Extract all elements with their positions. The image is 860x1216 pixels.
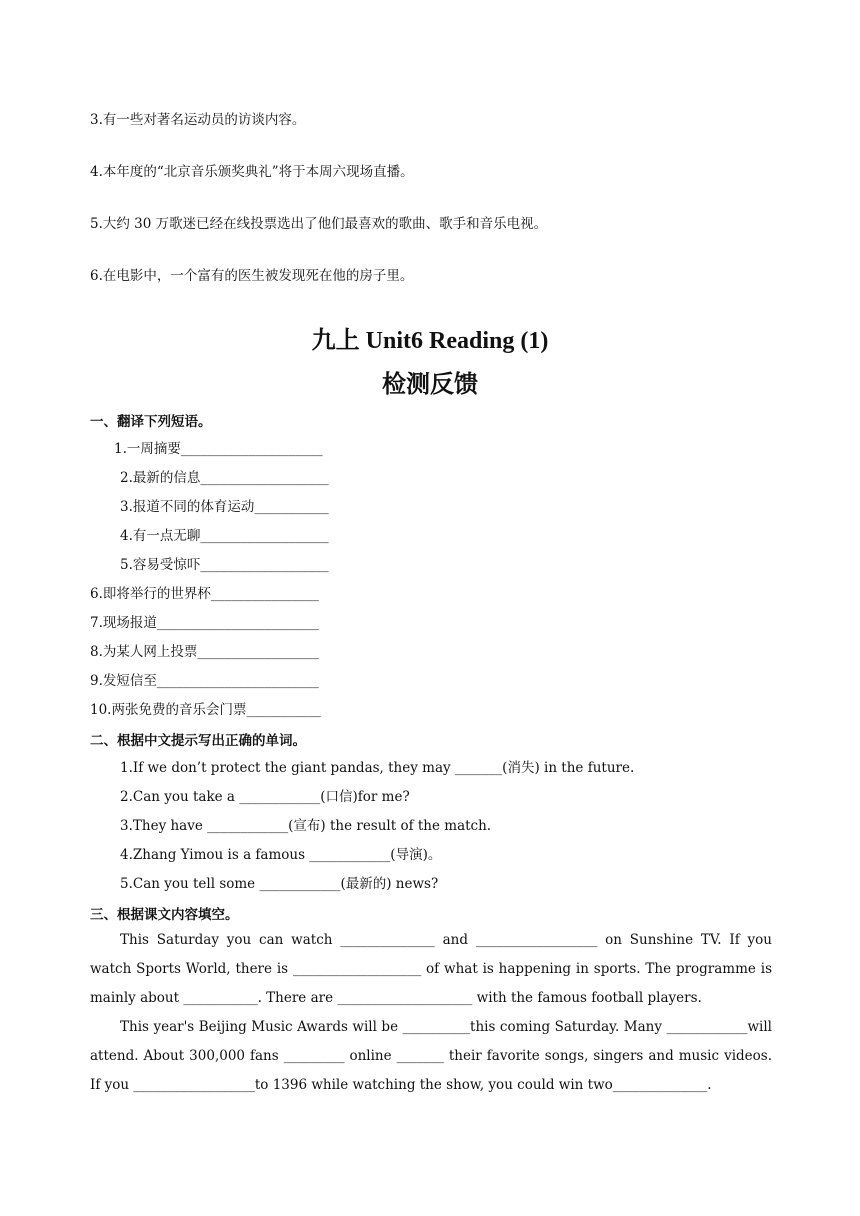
section1-item: 2.最新的信息___________________ bbox=[120, 470, 329, 486]
section1-item: 4.有一点无聊___________________ bbox=[120, 528, 329, 544]
section3-heading: 三、根据课文内容填空。 bbox=[90, 907, 239, 923]
section2-item: 3.They have ____________(宣布) the result of the match. bbox=[120, 818, 492, 834]
section2-item: 1.If we don’t protect the giant pandas, they may _______(消失) in the future. bbox=[120, 760, 635, 776]
page-title: 九上 Unit6 Reading (1) bbox=[311, 328, 549, 354]
section3-paragraph-1: This Saturday you can watch ______________ and __________________ on Sunshine TV. If you watch Sports World, there is ___________________ of what is happening in sports. The programme is mainly about ___________. There are ____________________ with the famous football players. bbox=[90, 932, 772, 1006]
top-list-item-4: 4.本年度的“北京音乐颁奖典礼”将于本周六现场直播。 bbox=[90, 164, 414, 180]
section1-item: 5.容易受惊吓___________________ bbox=[120, 557, 329, 573]
section1-item: 1.一周摘要_____________________ bbox=[114, 441, 323, 457]
section2-item: 2.Can you take a ____________(口信)for me? bbox=[120, 789, 410, 805]
section3-paragraph-2: This year's Beijing Music Awards will be __________this coming Saturday. Many ____________will attend. About 300,000 fans _________ online _______ their favorite songs, singers and music videos. If you __________________to 1396 while watching the show, you could win two______________. bbox=[90, 1019, 772, 1093]
section1-item: 9.发短信至________________________ bbox=[90, 673, 319, 689]
section2-item: 5.Can you tell some ____________(最新的) news? bbox=[120, 876, 439, 892]
page-subtitle: 检测反馈 bbox=[382, 372, 478, 398]
section1-heading: 一、翻译下列短语。 bbox=[90, 414, 212, 430]
section2-heading: 二、根据中文提示写出正确的单词。 bbox=[90, 733, 306, 749]
top-list-item-6: 6.在电影中，一个富有的医生被发现死在他的房子里。 bbox=[90, 268, 414, 284]
top-list-item-5: 5.大约 30 万歌迷已经在线投票选出了他们最喜欢的歌曲、歌手和音乐电视。 bbox=[90, 216, 548, 232]
section1-item: 7.现场报道________________________ bbox=[90, 615, 319, 631]
section1-item: 6.即将举行的世界杯________________ bbox=[90, 586, 319, 602]
section1-item: 3.报道不同的体育运动___________ bbox=[120, 499, 329, 515]
section2-item: 4.Zhang Yimou is a famous ____________(导演)。 bbox=[120, 847, 442, 863]
top-list-item-3: 3.有一些对著名运动员的访谈内容。 bbox=[90, 112, 306, 128]
section1-item: 8.为某人网上投票__________________ bbox=[90, 644, 319, 660]
section1-item: 10.两张免费的音乐会门票___________ bbox=[90, 702, 321, 718]
